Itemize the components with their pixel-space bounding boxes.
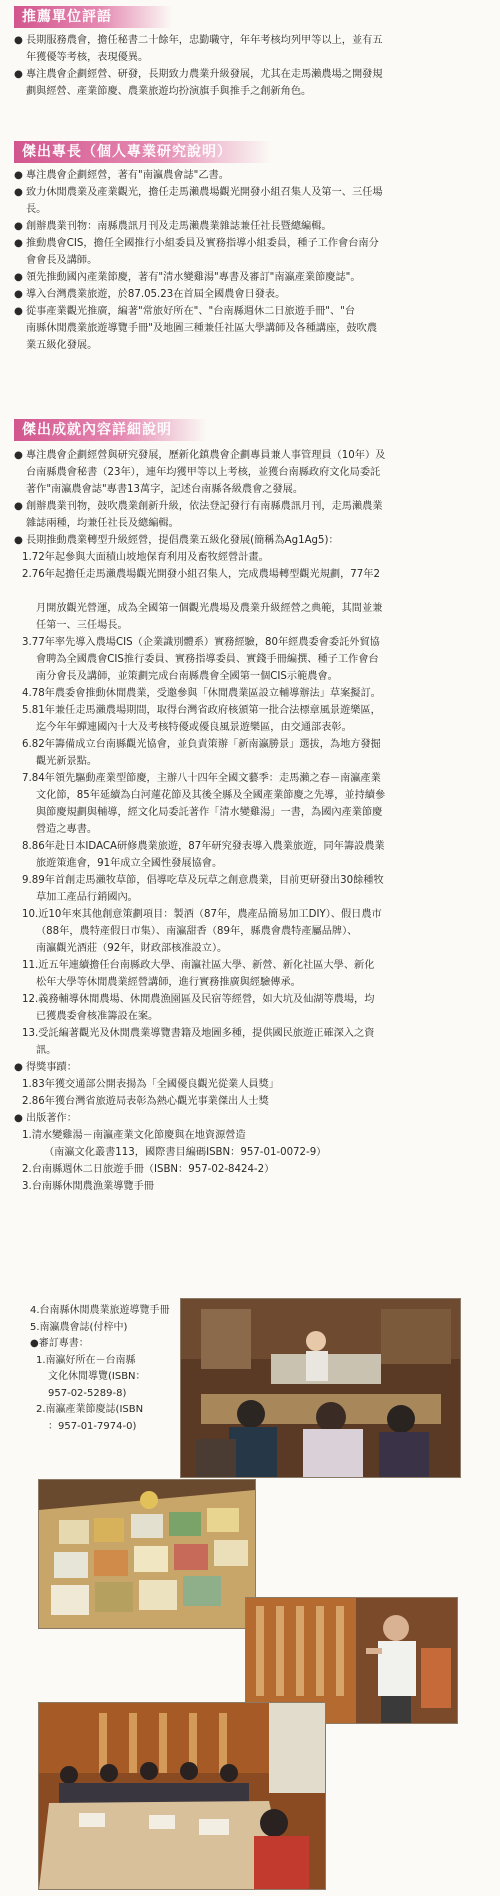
bullet-icon: ● <box>14 450 23 461</box>
group-meeting-photo-image <box>39 1703 325 1889</box>
achievement-line <box>14 498 490 515</box>
line-text: 已獲農委會核准籌設在案。 <box>36 1011 159 1022</box>
line-text: 南分會長及講師，並策劃完成台南縣農會全國第一個CIS示範農會。 <box>36 671 338 682</box>
line-text: 著作"南瀛農會誌"專書13萬字，記述台南縣各級農會之發展。 <box>26 484 304 495</box>
achievement-line <box>14 872 490 889</box>
bullet-icon: ● <box>14 187 23 198</box>
achievement-line <box>14 549 490 566</box>
achievement-line <box>14 1008 490 1025</box>
achievement-line <box>14 1025 490 1042</box>
bullet-icon: ● <box>14 272 23 283</box>
line-text: 3.台南縣休閒農漁業導覽手冊 <box>22 1181 154 1192</box>
specialty-text <box>14 167 490 354</box>
column-line: 2.南瀛產業節慶誌(ISBN <box>36 1404 144 1415</box>
line-text: 2.台南縣週休二日旅遊手冊（ISBN：957-02-8424-2） <box>22 1164 275 1175</box>
publication-column <box>30 1303 178 1435</box>
line-text: 草加工產品行銷國內。 <box>36 892 138 903</box>
line-text: 業五級化發展。 <box>26 340 98 351</box>
line-text: 領先推動國內產業節慶，著有"清水變雞湯"專書及審訂"南瀛產業節慶誌"。 <box>26 272 361 283</box>
achievement-line <box>14 1178 490 1195</box>
achievement-line <box>14 447 490 464</box>
line-text: 會會長及講師。 <box>26 255 98 266</box>
line-text: 長期服務農會，擔任秘書二十餘年，忠勤職守，年年考核均列甲等以上，並有五 <box>26 35 383 46</box>
section-header-recommend: 推薦單位評語 <box>14 6 172 28</box>
line-text: 南瀛觀光酒莊（92年，財政部核准設立）。 <box>36 943 228 954</box>
achievement-line <box>14 770 490 787</box>
bullet-icon: ● <box>14 69 23 80</box>
line-text: 專注農會企劃經營與研究發展，歷新化鎮農會企劃專員兼人事管理員（10年）及 <box>26 450 386 461</box>
achievement-line <box>14 940 490 957</box>
line-text: 10.近10年來其他創意策劃項目：製酒（87年，農產品簡易加工DIY）、假日農市 <box>22 909 382 920</box>
bullet-icon: ● <box>14 238 23 249</box>
line-text: 5.81年兼任走馬瀨農場期間，取得台灣省政府核頒第一批合法標章風景遊樂區， <box>22 705 381 716</box>
brochures-photo-image <box>39 1480 255 1628</box>
bullet-icon: ● <box>14 535 23 546</box>
specialty-line <box>14 235 490 252</box>
column-line: 1.南瀛好所在－台南縣 <box>36 1354 136 1366</box>
line-text: 導入台灣農業旅遊，於87.05.23在首屆全國農會日發表。 <box>26 289 286 300</box>
achievement-line <box>14 991 490 1008</box>
line-text: 1.72年起參與大面積山坡地保育利用及畜牧經營計畫。 <box>22 552 269 563</box>
specialty-line <box>14 252 490 269</box>
line-text: 台南縣農會秘書（23年），連年均獲甲等以上考核，並獲台南縣政府文化局委託 <box>26 467 381 478</box>
specialty-line <box>14 167 490 184</box>
line-text: 專注農會企劃經營、研發，長期致力農業升級發展，尤其在走馬瀨農場之開發規 <box>26 69 383 80</box>
achievement-line <box>14 1093 490 1110</box>
line-text: 11.近五年連續擔任台南縣政大學、南瀛社區大學、新營、新化社區大學、新化 <box>22 960 375 971</box>
line-text: 觀光新景點。 <box>36 756 98 767</box>
line-text: （88年，農特產假日市集）、南瀛甜香（89年，縣農會農特產屬品牌）、 <box>36 926 358 937</box>
achievement-line <box>14 1144 490 1161</box>
line-text: 專注農會企劃經營，著有"南瀛農會誌"乙書。 <box>26 170 229 181</box>
section-header-achievement: 傑出成就內容詳細說明 <box>14 419 207 441</box>
achievement-line <box>14 617 490 634</box>
achievement-line <box>14 1127 490 1144</box>
achievement-line <box>14 855 490 872</box>
bullet-icon: ● <box>14 306 23 317</box>
line-text: 3.77年率先導入農場CIS（企業識別體系）實務經驗，80年經農委會委託外貿協 <box>22 637 380 648</box>
line-text: 2.76年起擔任走馬瀨農場觀光開發小組召集人，完成農場轉型觀光規劃，77年2 <box>22 569 380 580</box>
line-text: 8.86年赴日本IDACA研修農業旅遊，87年研究發表導入農業旅遊，同年籌設農業 <box>22 841 385 852</box>
line-text: 13.受託編著觀光及休閒農業導覽書籍及地圖多種，提供國民旅遊正確深入之資 <box>22 1028 375 1039</box>
achievement-line <box>14 600 490 617</box>
line-text: 1.清水變雞湯－南瀛產業文化節慶與在地資源營造 <box>22 1130 246 1141</box>
achievement-line <box>14 583 490 600</box>
specialty-line <box>14 218 490 235</box>
achievement-line <box>14 1059 490 1076</box>
line-text: 南縣休閒農業旅遊導覽手冊"及地圖三種兼任社區大學講師及各種講座，鼓吹農 <box>26 323 378 334</box>
specialty-line <box>14 184 490 201</box>
line-text: 出版著作： <box>26 1113 77 1124</box>
achievement-line <box>14 1161 490 1178</box>
achievement-line <box>14 685 490 702</box>
specialty-line <box>14 303 490 320</box>
achievement-line <box>14 719 490 736</box>
line-text: 長。 <box>26 204 47 215</box>
achievement-line <box>14 753 490 770</box>
achievement-line <box>14 515 490 532</box>
achievement-line <box>14 838 490 855</box>
line-text: 劃與經營、產業節慶、農業旅遊均扮演旗手與推手之創新角色。 <box>26 86 312 97</box>
achievement-line <box>14 634 490 651</box>
line-text: 推動農會CIS，擔任全國推行小組委員及實務指導小組委員，種子工作會台南分 <box>26 238 379 249</box>
specialty-line <box>14 286 490 303</box>
meeting-photo-image <box>181 1299 460 1477</box>
line-text: 與節慶規劃與輔導，經文化局委託著作「清水變雞湯」一書，為國內產業節慶 <box>36 807 383 818</box>
line-text: 長期推動農業轉型升級經營，提倡農業五級化發展(簡稱為Ag1Ag5)： <box>26 535 339 546</box>
achievement-line <box>14 974 490 991</box>
line-text: 營造之專書。 <box>36 824 98 835</box>
bullet-icon: ● <box>14 1062 23 1073</box>
achievement-line <box>14 702 490 719</box>
section-header-specialty: 傑出專長（個人專業研究說明） <box>14 141 272 163</box>
bullet-icon: ● <box>14 1113 23 1124</box>
line-text: 訊。 <box>36 1045 57 1056</box>
line-text: 致力休閒農業及產業觀光，擔任走馬瀨農場觀光開發小組召集人及第一、三任場 <box>26 187 383 198</box>
line-text: 月開放觀光營運，成為全國第一個觀光農場及農業升級經營之典範，其間並兼 <box>36 603 383 614</box>
achievement-line <box>14 566 490 583</box>
specialty-line <box>14 201 490 218</box>
brochures-photo <box>38 1479 256 1629</box>
line-text: 9.89年首創走馬瀨牧草節，倡導吃草及玩草之創意農業，目前更研發出30餘種牧 <box>22 875 384 886</box>
achievement-line <box>14 1110 490 1127</box>
line-text: 年獲優等考核，表現優異。 <box>26 52 149 63</box>
line-text: 創辦農業刊物：南縣農訊月刊及走馬瀨農業雜誌兼任社長暨總編輯。 <box>26 221 332 232</box>
achievement-line <box>14 736 490 753</box>
achievement-line <box>14 464 490 481</box>
achievement-line <box>14 651 490 668</box>
line-text: （南瀛文化叢書113，國際書目編碼ISBN：957-01-0072-9） <box>44 1147 327 1158</box>
recommend-text <box>14 32 490 100</box>
line-text: 12.義務輔導休閒農場、休閒農漁園區及民宿等經營，如大坑及仙湖等農場，均 <box>22 994 375 1005</box>
bullet-icon: ● <box>14 170 23 181</box>
achievement-line <box>14 906 490 923</box>
achievement-text <box>14 447 490 1195</box>
line-text: 創辦農業刊物，鼓吹農業創新升級，依法登記發行有南縣農訊月刊，走馬瀨農業 <box>26 501 383 512</box>
line-text: 松年大學等休閒農業經營講師，進行實務推廣與經驗傳承。 <box>36 977 301 988</box>
column-line: ●審訂專書： <box>30 1338 89 1349</box>
line-text: 雜誌兩種，均兼任社長及總編輯。 <box>26 518 179 529</box>
achievement-line <box>14 804 490 821</box>
achievement-line <box>14 923 490 940</box>
column-line: 5.南瀛農會誌(付梓中) <box>30 1321 128 1333</box>
bullet-icon: ● <box>14 221 23 232</box>
bullet-icon: ● <box>14 35 23 46</box>
line-text: 會聘為全國農會CIS推行委員、實務指導委員、實錢手冊編撰、種子工作會台 <box>36 654 379 665</box>
specialty-line <box>14 337 490 354</box>
line-text: 得獎事蹟： <box>26 1062 77 1073</box>
bullet-icon: ● <box>14 289 23 300</box>
column-line: 4.台南縣休閒農業旅遊導覽手冊 <box>30 1305 170 1316</box>
achievement-line <box>14 532 490 549</box>
line-text: 1.83年獲交通部公開表揚為「全國優良觀光從業人員獎」 <box>22 1079 279 1090</box>
achievement-line <box>14 957 490 974</box>
line-text: 7.84年領先驅動產業型節慶，主辦八十四年全國文藝季：走馬瀨之春－南瀛產業 <box>22 773 381 784</box>
line-text: 6.82年籌備成立台南縣觀光協會，並負責策辦「新南瀛勝景」選拔，為地方發掘 <box>22 739 381 750</box>
line-text: 任第一、三任場長。 <box>36 620 128 631</box>
column-line: ：957-01-7974-0) <box>48 1420 137 1432</box>
recommend-line <box>14 32 490 49</box>
achievement-line <box>14 1042 490 1059</box>
achievement-line <box>14 668 490 685</box>
line-text: 迄今年年蟬連國內十大及考核特優或優良風景遊樂區，由交通部表彰。 <box>36 722 352 733</box>
column-line: 957-02-5289-8) <box>48 1387 127 1399</box>
achievement-line <box>14 787 490 804</box>
group-meeting-photo <box>38 1702 326 1890</box>
specialty-line <box>14 269 490 286</box>
achievement-line <box>14 821 490 838</box>
meeting-photo <box>180 1298 461 1478</box>
recommend-line <box>14 49 490 66</box>
line-text: 從事產業觀光推廣，編著"常旅好所在"、"台南縣週休二日旅遊手冊"、"台 <box>26 306 356 317</box>
recommend-line <box>14 66 490 83</box>
line-text: 2.86年獲台灣省旅遊局表彰為熱心觀光事業傑出人士獎 <box>22 1096 269 1107</box>
recommend-line <box>14 83 490 100</box>
line-text: 旅遊策進會，91年成立全國性發展協會。 <box>36 858 223 869</box>
line-text: 4.78年農委會推動休閒農業，受邀參與「休閒農業區設立輔導辦法」草案擬訂。 <box>22 688 381 699</box>
specialty-line <box>14 320 490 337</box>
achievement-line <box>14 481 490 498</box>
line-text: 文化節，85年延續為白河蓮花節及其後全縣及全國產業節慶之先導，並持續參 <box>36 790 386 801</box>
achievement-line <box>14 1076 490 1093</box>
column-line: 文化休閒導覽(ISBN： <box>48 1371 146 1382</box>
achievement-line <box>14 889 490 906</box>
bullet-icon: ● <box>14 501 23 512</box>
